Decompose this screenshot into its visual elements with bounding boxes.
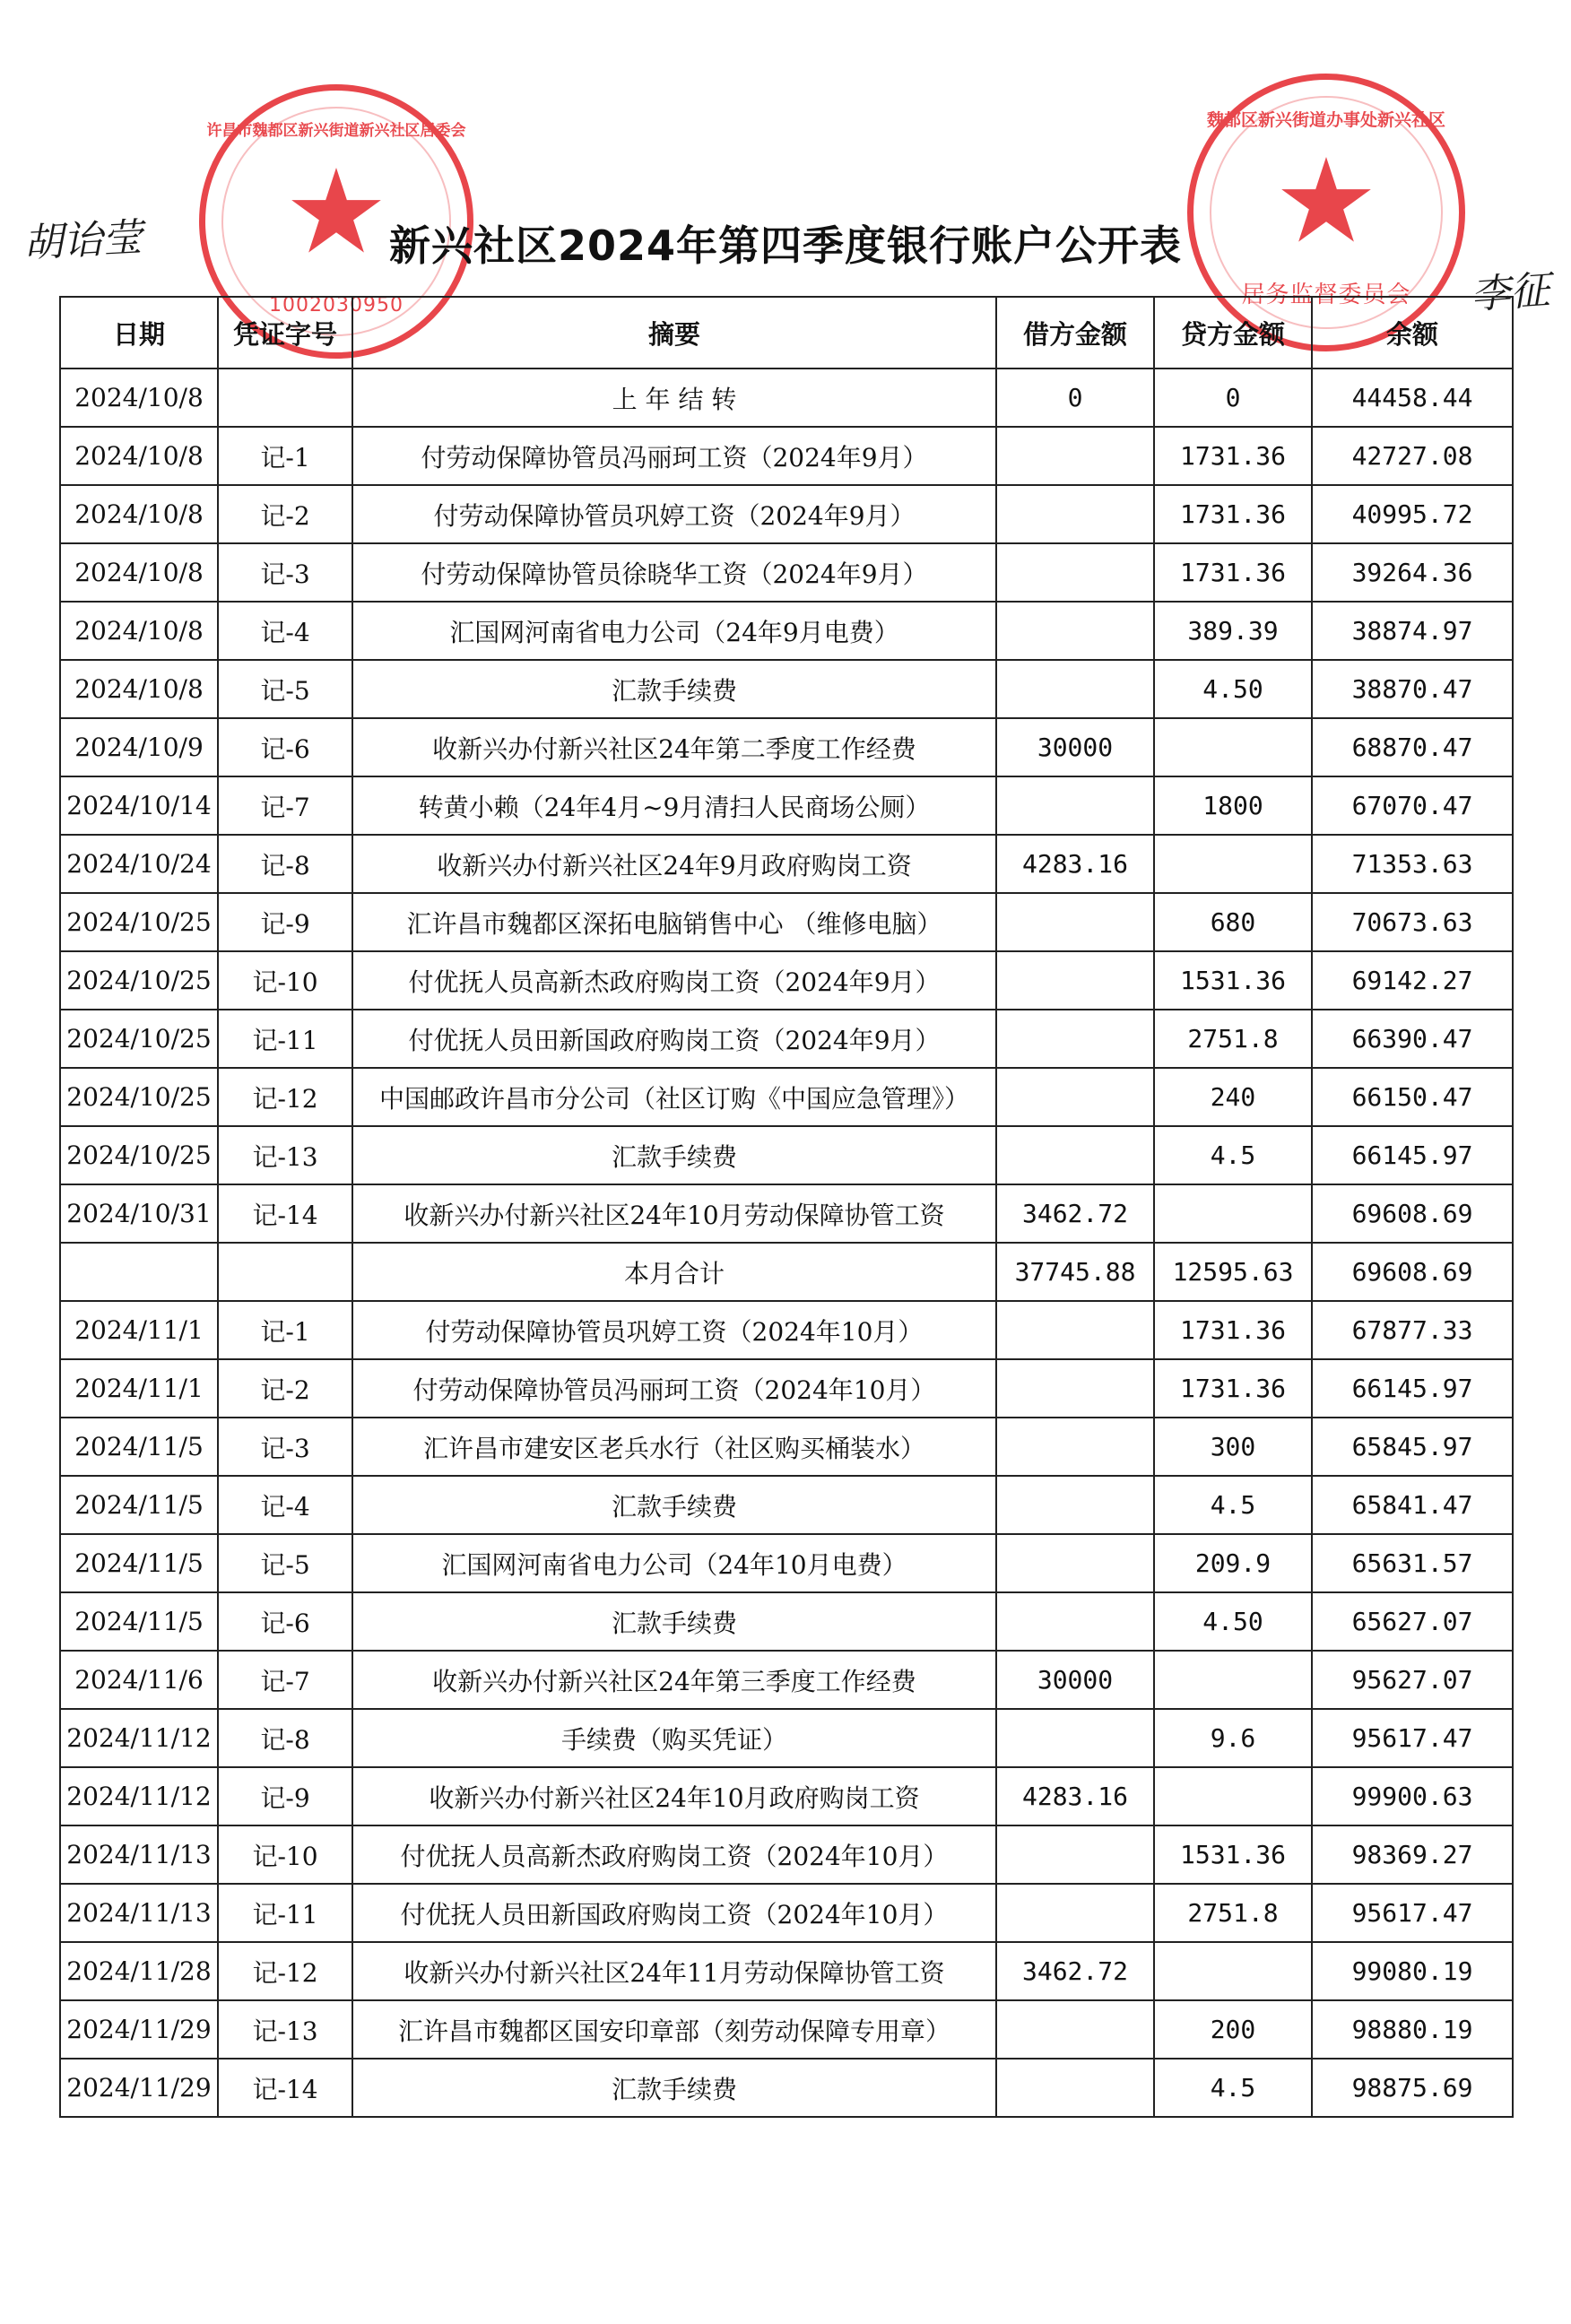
cell-balance: 98875.69 (1312, 2059, 1513, 2117)
cell-credit: 4.5 (1154, 1476, 1312, 1534)
table-row (60, 1534, 1513, 1592)
cell-summary: 汇款手续费 (352, 1592, 996, 1651)
cell-summary: 转黄小赖（24年4月~9月清扫人民商场公厕） (352, 776, 996, 835)
cell-summary: 汇款手续费 (352, 2059, 996, 2117)
cell-date: 2024/10/8 (60, 485, 218, 543)
cell-summary: 付优抚人员田新国政府购岗工资（2024年10月） (352, 1884, 996, 1942)
cell-debit (996, 1534, 1154, 1592)
table-row (60, 1592, 1513, 1651)
table-row (60, 485, 1513, 543)
cell-credit: 300 (1154, 1418, 1312, 1476)
cell-voucher: 记-14 (218, 2059, 352, 2117)
cell-summary: 付劳动保障协管员巩婷工资（2024年9月） (352, 485, 996, 543)
cell-credit: 200 (1154, 2000, 1312, 2059)
cell-balance: 65627.07 (1312, 1592, 1513, 1651)
cell-voucher: 记-2 (218, 485, 352, 543)
cell-voucher: 记-1 (218, 427, 352, 485)
cell-date: 2024/11/5 (60, 1534, 218, 1592)
cell-date: 2024/11/12 (60, 1709, 218, 1767)
cell-credit: 0 (1154, 369, 1312, 427)
cell-balance: 65845.97 (1312, 1418, 1513, 1476)
cell-balance: 66150.47 (1312, 1068, 1513, 1126)
cell-voucher: 记-7 (218, 1651, 352, 1709)
table-row (60, 718, 1513, 776)
header-balance: 余额 (1312, 297, 1513, 369)
cell-balance: 69608.69 (1312, 1243, 1513, 1301)
cell-summary: 中国邮政许昌市分公司（社区订购《中国应急管理》） (352, 1068, 996, 1126)
header-debit: 借方金额 (996, 297, 1154, 369)
cell-balance: 99900.63 (1312, 1767, 1513, 1825)
cell-debit: 3462.72 (996, 1184, 1154, 1243)
cell-credit: 4.5 (1154, 1126, 1312, 1184)
seal-code: 1002030950 (269, 294, 404, 317)
table-row (60, 835, 1513, 893)
cell-voucher: 记-8 (218, 835, 352, 893)
cell-balance: 95617.47 (1312, 1709, 1513, 1767)
cell-balance: 39264.36 (1312, 543, 1513, 602)
table-body (60, 369, 1513, 2117)
cell-summary: 汇国网河南省电力公司（24年9月电费） (352, 602, 996, 660)
cell-voucher: 记-4 (218, 1476, 352, 1534)
cell-date: 2024/11/1 (60, 1359, 218, 1418)
cell-balance: 66145.97 (1312, 1126, 1513, 1184)
cell-debit (996, 485, 1154, 543)
cell-date: 2024/11/6 (60, 1651, 218, 1709)
cell-balance: 95617.47 (1312, 1884, 1513, 1942)
cell-date: 2024/10/8 (60, 602, 218, 660)
cell-voucher: 记-12 (218, 1942, 352, 2000)
cell-debit (996, 427, 1154, 485)
cell-debit: 0 (996, 369, 1154, 427)
cell-date: 2024/10/31 (60, 1184, 218, 1243)
cell-balance: 65631.57 (1312, 1534, 1513, 1592)
table-row (60, 1301, 1513, 1359)
table-row (60, 1709, 1513, 1767)
cell-date (60, 1243, 218, 1301)
cell-credit: 1731.36 (1154, 1301, 1312, 1359)
seal-text: 许昌市魏都区新兴街道新兴社区居委会 (206, 122, 466, 140)
cell-summary: 本月合计 (352, 1243, 996, 1301)
cell-credit: 2751.8 (1154, 1010, 1312, 1068)
cell-voucher: 记-5 (218, 1534, 352, 1592)
header-voucher: 凭证字号 (218, 297, 352, 369)
cell-debit (996, 1884, 1154, 1942)
cell-voucher: 记-4 (218, 602, 352, 660)
cell-voucher: 记-10 (218, 1825, 352, 1884)
cell-debit (996, 951, 1154, 1010)
cell-summary: 手续费（购买凭证） (352, 1709, 996, 1767)
cell-summary: 汇许昌市魏都区深拓电脑销售中心 （维修电脑） (352, 893, 996, 951)
table-row (60, 1359, 1513, 1418)
table-row (60, 369, 1513, 427)
signature-left: 胡诒莹 (22, 214, 143, 267)
header-credit: 贷方金额 (1154, 297, 1312, 369)
table-row (60, 2059, 1513, 2117)
cell-credit: 1731.36 (1154, 1359, 1312, 1418)
cell-debit: 37745.88 (996, 1243, 1154, 1301)
cell-summary: 汇款手续费 (352, 1126, 996, 1184)
cell-debit (996, 1476, 1154, 1534)
cell-voucher: 记-13 (218, 2000, 352, 2059)
cell-voucher: 记-2 (218, 1359, 352, 1418)
star-icon: ★ (1273, 133, 1379, 269)
cell-date: 2024/11/5 (60, 1592, 218, 1651)
cell-voucher: 记-12 (218, 1068, 352, 1126)
cell-summary: 汇款手续费 (352, 660, 996, 718)
cell-summary: 汇许昌市魏都区国安印章部（刻劳动保障专用章） (352, 2000, 996, 2059)
cell-summary: 付优抚人员高新杰政府购岗工资（2024年9月） (352, 951, 996, 1010)
table-row (60, 2000, 1513, 2059)
cell-debit: 3462.72 (996, 1942, 1154, 2000)
cell-voucher: 记-7 (218, 776, 352, 835)
cell-voucher: 记-9 (218, 1767, 352, 1825)
cell-credit (1154, 718, 1312, 776)
cell-debit (996, 1126, 1154, 1184)
signature-right: 李征 (1469, 266, 1551, 318)
cell-date: 2024/11/29 (60, 2000, 218, 2059)
cell-voucher: 记-6 (218, 718, 352, 776)
table-row (60, 951, 1513, 1010)
cell-voucher: 记-3 (218, 1418, 352, 1476)
cell-credit: 240 (1154, 1068, 1312, 1126)
cell-debit: 4283.16 (996, 835, 1154, 893)
cell-credit: 2751.8 (1154, 1884, 1312, 1942)
table-row (60, 1476, 1513, 1534)
cell-debit (996, 660, 1154, 718)
cell-balance: 69608.69 (1312, 1184, 1513, 1243)
cell-voucher: 记-14 (218, 1184, 352, 1243)
cell-date: 2024/11/5 (60, 1418, 218, 1476)
table-row (60, 1418, 1513, 1476)
seal-subtext: 居务监督委员会 (1241, 282, 1411, 308)
cell-date: 2024/10/25 (60, 1010, 218, 1068)
cell-date: 2024/10/8 (60, 660, 218, 718)
cell-credit: 12595.63 (1154, 1243, 1312, 1301)
cell-balance: 44458.44 (1312, 369, 1513, 427)
cell-debit (996, 1825, 1154, 1884)
cell-date: 2024/11/5 (60, 1476, 218, 1534)
table-row (60, 427, 1513, 485)
table-row (60, 1767, 1513, 1825)
cell-summary: 付劳动保障协管员徐晓华工资（2024年9月） (352, 543, 996, 602)
cell-debit (996, 2059, 1154, 2117)
cell-date: 2024/10/8 (60, 369, 218, 427)
cell-credit: 680 (1154, 893, 1312, 951)
cell-debit (996, 1359, 1154, 1418)
cell-debit: 30000 (996, 718, 1154, 776)
cell-credit: 1800 (1154, 776, 1312, 835)
cell-debit: 30000 (996, 1651, 1154, 1709)
table-row (60, 1126, 1513, 1184)
cell-date: 2024/10/24 (60, 835, 218, 893)
cell-credit: 1731.36 (1154, 543, 1312, 602)
cell-balance: 66390.47 (1312, 1010, 1513, 1068)
cell-summary: 汇国网河南省电力公司（24年10月电费） (352, 1534, 996, 1592)
cell-voucher: 记-8 (218, 1709, 352, 1767)
cell-summary: 上 年 结 转 (352, 369, 996, 427)
cell-credit (1154, 1942, 1312, 2000)
cell-summary: 收新兴办付新兴社区24年第三季度工作经费 (352, 1651, 996, 1709)
cell-voucher: 记-13 (218, 1126, 352, 1184)
cell-debit (996, 1592, 1154, 1651)
cell-debit (996, 602, 1154, 660)
cell-balance: 70673.63 (1312, 893, 1513, 951)
cell-summary: 收新兴办付新兴社区24年10月政府购岗工资 (352, 1767, 996, 1825)
cell-summary: 汇款手续费 (352, 1476, 996, 1534)
cell-balance: 67877.33 (1312, 1301, 1513, 1359)
header-summary: 摘要 (352, 297, 996, 369)
cell-credit: 1531.36 (1154, 951, 1312, 1010)
table-row (60, 1942, 1513, 2000)
table-row (60, 1010, 1513, 1068)
cell-balance: 38870.47 (1312, 660, 1513, 718)
cell-summary: 付劳动保障协管员巩婷工资（2024年10月） (352, 1301, 996, 1359)
cell-balance: 68870.47 (1312, 718, 1513, 776)
cell-debit (996, 1301, 1154, 1359)
table-row (60, 1243, 1513, 1301)
cell-debit (996, 1010, 1154, 1068)
cell-debit (996, 1709, 1154, 1767)
ledger-table (59, 296, 1514, 2118)
cell-debit: 4283.16 (996, 1767, 1154, 1825)
table-row (60, 1651, 1513, 1709)
table-row (60, 602, 1513, 660)
seal-text: 魏都区新兴街道办事处新兴社区 (1206, 110, 1445, 130)
star-icon: ★ (283, 143, 389, 280)
cell-summary: 收新兴办付新兴社区24年10月劳动保障协管工资 (352, 1184, 996, 1243)
cell-credit: 1731.36 (1154, 485, 1312, 543)
cell-credit (1154, 1767, 1312, 1825)
cell-credit: 4.50 (1154, 1592, 1312, 1651)
cell-date: 2024/11/28 (60, 1942, 218, 2000)
cell-summary: 付优抚人员田新国政府购岗工资（2024年9月） (352, 1010, 996, 1068)
cell-voucher: 记-5 (218, 660, 352, 718)
cell-credit: 1531.36 (1154, 1825, 1312, 1884)
table-header (60, 297, 1513, 369)
cell-credit: 209.9 (1154, 1534, 1312, 1592)
cell-summary: 付优抚人员高新杰政府购岗工资（2024年10月） (352, 1825, 996, 1884)
header-date: 日期 (60, 297, 218, 369)
cell-summary: 付劳动保障协管员冯丽珂工资（2024年10月） (352, 1359, 996, 1418)
cell-voucher: 记-3 (218, 543, 352, 602)
cell-balance: 98369.27 (1312, 1825, 1513, 1884)
cell-date: 2024/10/9 (60, 718, 218, 776)
cell-date: 2024/10/25 (60, 893, 218, 951)
cell-balance: 98880.19 (1312, 2000, 1513, 2059)
cell-credit (1154, 1651, 1312, 1709)
cell-summary: 收新兴办付新兴社区24年11月劳动保障协管工资 (352, 1942, 996, 2000)
cell-credit: 1731.36 (1154, 427, 1312, 485)
cell-voucher: 记-6 (218, 1592, 352, 1651)
cell-credit: 389.39 (1154, 602, 1312, 660)
cell-voucher: 记-9 (218, 893, 352, 951)
page-title: 新兴社区2024年第四季度银行账户公开表 (388, 221, 1183, 270)
table-row (60, 893, 1513, 951)
cell-date: 2024/10/25 (60, 1126, 218, 1184)
cell-debit (996, 543, 1154, 602)
cell-voucher: 记-10 (218, 951, 352, 1010)
cell-date: 2024/10/25 (60, 951, 218, 1010)
cell-date: 2024/10/25 (60, 1068, 218, 1126)
cell-date: 2024/11/1 (60, 1301, 218, 1359)
cell-voucher (218, 1243, 352, 1301)
cell-debit (996, 2000, 1154, 2059)
header-row (60, 297, 1513, 369)
cell-date: 2024/11/29 (60, 2059, 218, 2117)
cell-credit (1154, 835, 1312, 893)
cell-summary: 收新兴办付新兴社区24年第二季度工作经费 (352, 718, 996, 776)
cell-date: 2024/10/8 (60, 543, 218, 602)
table-row (60, 1825, 1513, 1884)
cell-summary: 汇许昌市建安区老兵水行（社区购买桶装水） (352, 1418, 996, 1476)
table-row (60, 776, 1513, 835)
cell-voucher (218, 369, 352, 427)
table-row (60, 660, 1513, 718)
cell-credit: 4.50 (1154, 660, 1312, 718)
cell-credit: 4.5 (1154, 2059, 1312, 2117)
cell-date: 2024/10/14 (60, 776, 218, 835)
cell-balance: 66145.97 (1312, 1359, 1513, 1418)
cell-summary: 收新兴办付新兴社区24年9月政府购岗工资 (352, 835, 996, 893)
cell-balance: 40995.72 (1312, 485, 1513, 543)
cell-voucher: 记-11 (218, 1884, 352, 1942)
cell-balance: 71353.63 (1312, 835, 1513, 893)
cell-balance: 95627.07 (1312, 1651, 1513, 1709)
cell-debit (996, 1418, 1154, 1476)
table-row (60, 1884, 1513, 1942)
cell-balance: 42727.08 (1312, 427, 1513, 485)
cell-debit (996, 893, 1154, 951)
cell-date: 2024/11/13 (60, 1884, 218, 1942)
cell-balance: 38874.97 (1312, 602, 1513, 660)
table-row (60, 1068, 1513, 1126)
cell-debit (996, 776, 1154, 835)
cell-summary: 付劳动保障协管员冯丽珂工资（2024年9月） (352, 427, 996, 485)
cell-balance: 99080.19 (1312, 1942, 1513, 2000)
cell-credit (1154, 1184, 1312, 1243)
cell-date: 2024/11/12 (60, 1767, 218, 1825)
cell-voucher: 记-1 (218, 1301, 352, 1359)
cell-date: 2024/10/8 (60, 427, 218, 485)
table-row (60, 1184, 1513, 1243)
cell-voucher: 记-11 (218, 1010, 352, 1068)
cell-debit (996, 1068, 1154, 1126)
cell-balance: 67070.47 (1312, 776, 1513, 835)
cell-date: 2024/11/13 (60, 1825, 218, 1884)
cell-balance: 69142.27 (1312, 951, 1513, 1010)
table-row (60, 543, 1513, 602)
cell-credit: 9.6 (1154, 1709, 1312, 1767)
cell-balance: 65841.47 (1312, 1476, 1513, 1534)
